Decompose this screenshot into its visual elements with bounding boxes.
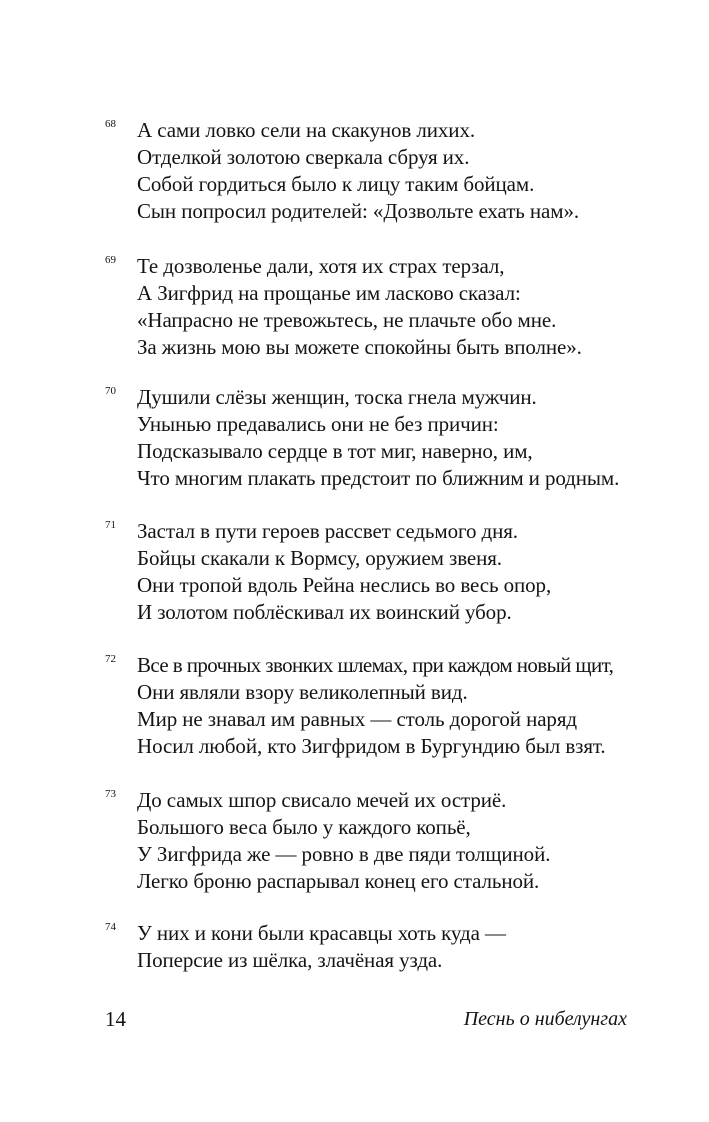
stanza-number: 68 xyxy=(105,118,116,130)
stanza-number: 70 xyxy=(105,385,116,397)
verse-line: Носил любой, кто Зигфридом в Бургундию был взят. xyxy=(137,734,606,758)
verse-line: У Зигфрида же — ровно в две пяди толщиной. xyxy=(137,842,551,866)
verse-line: А Зигфрид на прощанье им ласково сказал: xyxy=(137,281,521,305)
running-title: Песнь о нибелунгах xyxy=(463,1008,627,1030)
stanza-number: 71 xyxy=(105,519,116,531)
verse-line: Легко броню распарывал конец его стальной. xyxy=(137,869,540,893)
verse-line: Отделкой золотою сверкала сбруя их. xyxy=(137,145,470,169)
verse-line: Они тропой вдоль Рейна неслись во весь опор, xyxy=(137,573,552,597)
verse-line: Сын попросил родителей: «Дозвольте ехать нам». xyxy=(137,199,579,223)
verse-line: Душили слёзы женщин, тоска гнела мужчин. xyxy=(137,385,537,409)
verse-line: Поперсие из шёлка, злачёная узда. xyxy=(137,948,443,972)
verse-line: Они являли взору великолепный вид. xyxy=(137,680,468,704)
verse-line: Собой гордиться было к лицу таким бойцам. xyxy=(137,172,535,196)
verse-line: Бойцы скакали к Вормсу, оружием звеня. xyxy=(137,546,502,570)
verse-line: Большого веса было у каждого копьё, xyxy=(137,815,471,839)
verse-line: Унынью предавались они не без причин: xyxy=(137,412,499,436)
stanza-number: 72 xyxy=(105,653,116,665)
verse-line: А сами ловко сели на скакунов лихих. xyxy=(137,118,475,142)
verse-line: «Напрасно не тревожьтесь, не плачьте обо мне. xyxy=(137,308,557,332)
verse-line: Все в прочных звонких шлемах, при каждом новый щит, xyxy=(137,653,614,677)
verse-line: Те дозволенье дали, хотя их страх терзал, xyxy=(137,254,505,278)
verse-line: Мир не знавал им равных — столь дорогой наряд xyxy=(137,707,577,731)
verse-line: До самых шпор свисало мечей их остриё. xyxy=(137,788,507,812)
verse-line: У них и кони были красавцы хоть куда — xyxy=(137,921,506,945)
page-number: 14 xyxy=(105,1007,126,1031)
verse-line: За жизнь мою вы можете спокойны быть вполне». xyxy=(137,335,582,359)
verse-line: И золотом поблёскивал их воинский убор. xyxy=(137,600,512,624)
stanza-number: 73 xyxy=(105,788,116,800)
stanza-number: 74 xyxy=(105,921,116,933)
verse-line: Подсказывало сердце в тот миг, наверно, им, xyxy=(137,439,533,463)
stanza-number: 69 xyxy=(105,254,116,266)
verse-line: Что многим плакать предстоит по ближним и родным. xyxy=(137,466,620,490)
verse-line: Застал в пути героев рассвет седьмого дня. xyxy=(137,519,518,543)
